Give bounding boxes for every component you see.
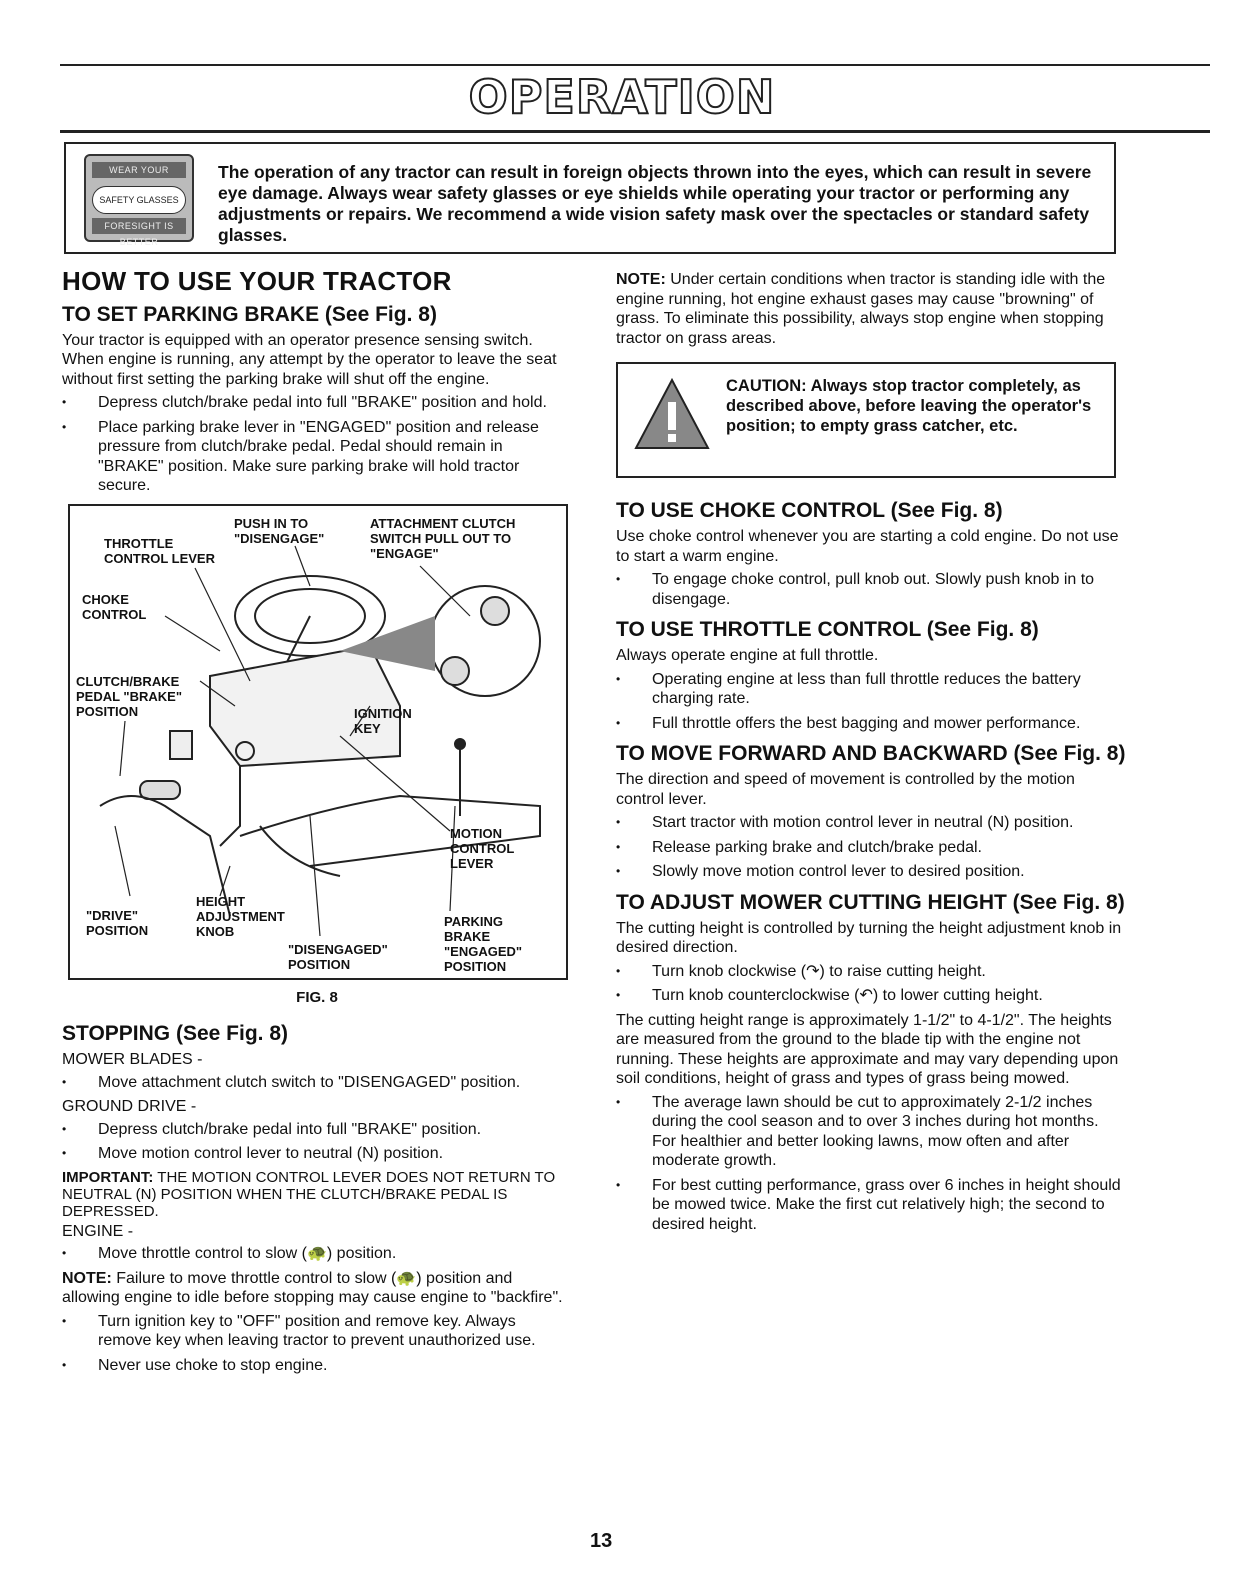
safety-warning-box [64,142,1116,254]
engine-list [62,1244,572,1264]
list-item: • Turn knob counterclockwise (↶) to lower cutting height. [616,986,1126,1006]
engine-label: ENGINE - [62,1222,134,1240]
safety-glasses-icon: SAFETY GLASSES [92,186,186,214]
badge-top-band: WEAR YOUR [92,162,186,178]
stopping-note [62,1269,572,1308]
clutch-brake-pedal-label: CLUTCH/BRAKE PEDAL "BRAKE" POSITION [76,673,182,719]
right-column [616,270,1126,1239]
push-in-label: PUSH IN TO "DISENGAGE" [234,515,325,546]
list-item: • Operating engine at less than full throttle reduces the battery charging rate. [616,670,1126,709]
badge-bottom-band: FORESIGHT IS BETTER [92,218,186,234]
caution-icon [632,376,712,456]
mower-blades-list [62,1073,572,1093]
list-item: • The average lawn should be cut to approximately 2-1/2 inches during the cool season and to over 3 inches during hot months. For healthier and better looking lawns, mow often and after moderate growth. [616,1093,1126,1171]
list-item: • For best cutting performance, grass over 6 inches in height should be mowed twice. Make the first cut relatively high; the second to desired height. [616,1176,1126,1235]
cutting-height-list [616,962,1126,1006]
exhaust-note [616,270,1126,348]
ground-drive-list [62,1120,572,1164]
safety-glasses-badge [84,154,194,247]
list-item: • Depress clutch/brake pedal into full "BRAKE" position and hold. [62,393,572,413]
ground-drive-label: GROUND DRIVE - [62,1098,197,1115]
page-title: OPERATION [468,70,776,124]
parking-brake-intro: Your tractor is equipped with an operator presence sensing switch. When engine is running, any attempt by the operator to leave the seat without first setting the parking brake will shut off the engine. [62,331,557,388]
list-item: • Depress clutch/brake pedal into full "BRAKE" position. [62,1120,572,1140]
page-number: 13 [590,1530,613,1552]
list-item: • Place parking brake lever in "ENGAGED" position and release pressure from clutch/brake pedal. Pedal should remain in "BRAKE" position. Make sure parking brake will hold tractor secure. [62,418,572,496]
motion-control-lever-label: MOTION CONTROL LEVER [450,825,515,871]
final-stopping-list [62,1312,572,1376]
note-label: NOTE: [616,271,666,288]
cutting-height-heading: TO ADJUST MOWER CUTTING HEIGHT (See Fig. 8) [616,890,1125,914]
left-column [62,266,572,1380]
disengaged-position-label: "DISENGAGED" POSITION [288,941,388,972]
list-item: • Start tractor with motion control lever in neutral (N) position. [616,813,1126,833]
drive-position-label: "DRIVE" POSITION [86,907,149,938]
height-adjustment-knob-label: HEIGHT ADJUSTMENT KNOB [196,893,285,939]
choke-control-label: CHOKE CONTROL [82,591,147,622]
move-heading: TO MOVE FORWARD AND BACKWARD (See Fig. 8) [616,742,1126,765]
section-heading: HOW TO USE YOUR TRACTOR [62,266,452,296]
list-item: • Turn knob clockwise (↷) to raise cutting height. [616,962,1126,982]
throttle-intro: Always operate engine at full throttle. [616,647,879,664]
list-item: • Release parking brake and clutch/brake pedal. [616,838,1126,858]
caution-box [616,362,1116,478]
important-note [62,1169,572,1220]
stopping-heading: STOPPING (See Fig. 8) [62,1022,288,1045]
throttle-heading: TO USE THROTTLE CONTROL (See Fig. 8) [616,618,1039,641]
parking-brake-engaged-label: PARKING BRAKE "ENGAGED" POSITION [444,913,523,974]
list-item: • Never use choke to stop engine. [62,1356,572,1376]
choke-intro: Use choke control whenever you are starting a cold engine. Do not use to start a warm engine. [616,528,1119,565]
ignition-key-label: IGNITION KEY [354,705,412,736]
throttle-control-lever-label: THROTTLE CONTROL LEVER [104,535,215,566]
list-item: • Slowly move motion control lever to desired position. [616,862,1126,882]
throttle-list [616,670,1126,734]
choke-heading: TO USE CHOKE CONTROL (See Fig. 8) [616,499,1003,522]
cutting-height-intro: The cutting height is controlled by turning the height adjustment knob in desired direction. [616,919,1122,956]
list-item: • Turn ignition key to "OFF" position and remove key. Always remove key when leaving tractor to prevent unauthorized use. [62,1312,572,1351]
note-label: NOTE: [62,1269,112,1287]
mower-blades-label: MOWER BLADES - [62,1051,203,1068]
cutting-height-range: The cutting height range is approximately 1-1/2" to 4-1/2". The heights are measured from the ground to the blade tip with the engine not running. These heights are approximate and may vary depending upon soil conditions, height of grass and types of grass being mowed. [616,1011,1119,1087]
list-item: • Full throttle offers the best bagging and mower performance. [616,714,1126,734]
important-label: IMPORTANT: [62,1168,154,1186]
note-text: Failure to move throttle control to slow (🐢) position and allowing engine to idle before stopping may cause engine to "backfire". [62,1269,563,1306]
caution-text: CAUTION: Always stop tractor completely, as described above, before leaving the operator's position; to empty grass catcher, etc. [726,377,1092,435]
choke-list [616,570,1126,609]
list-item: • To engage choke control, pull knob out. Slowly push knob in to disengage. [616,570,1126,609]
parking-brake-heading: TO SET PARKING BRAKE (See Fig. 8) [62,302,437,326]
title-rule [60,130,1210,133]
figure-caption: FIG. 8 [296,988,338,1006]
figure-8-diagram [68,504,568,980]
note-text: Under certain conditions when tractor is standing idle with the engine running, hot engine exhaust gases may cause "browning" of grass. To eliminate this possibility, always stop engine when stopping tractor on grass areas. [616,271,1106,347]
warning-text: The operation of any tractor can result in foreign objects thrown into the eyes, which can result in severe eye damage. Always wear safety glasses or eye shields while operating your tractor or performing any adjustments or repairs. We recommend a wide vision safety mask over the spectacles or standard safety glasses. [218,162,1092,245]
parking-brake-list [62,393,572,496]
move-intro: The direction and speed of movement is controlled by the motion control lever. [616,771,1075,808]
lawn-tips-list [616,1093,1126,1235]
list-item: • Move attachment clutch switch to "DISENGAGED" position. [62,1073,572,1093]
attachment-clutch-label: ATTACHMENT CLUTCH SWITCH PULL OUT TO "ENGAGE" [370,515,516,561]
important-text: THE MOTION CONTROL LEVER DOES NOT RETURN TO NEUTRAL (N) POSITION WHEN THE CLUTCH/BRAKE PEDAL IS DEPRESSED. [62,1168,556,1220]
top-rule [60,64,1210,66]
list-item: • Move throttle control to slow (🐢) position. [62,1244,572,1264]
move-list [616,813,1126,882]
list-item: • Move motion control lever to neutral (N) position. [62,1144,572,1164]
